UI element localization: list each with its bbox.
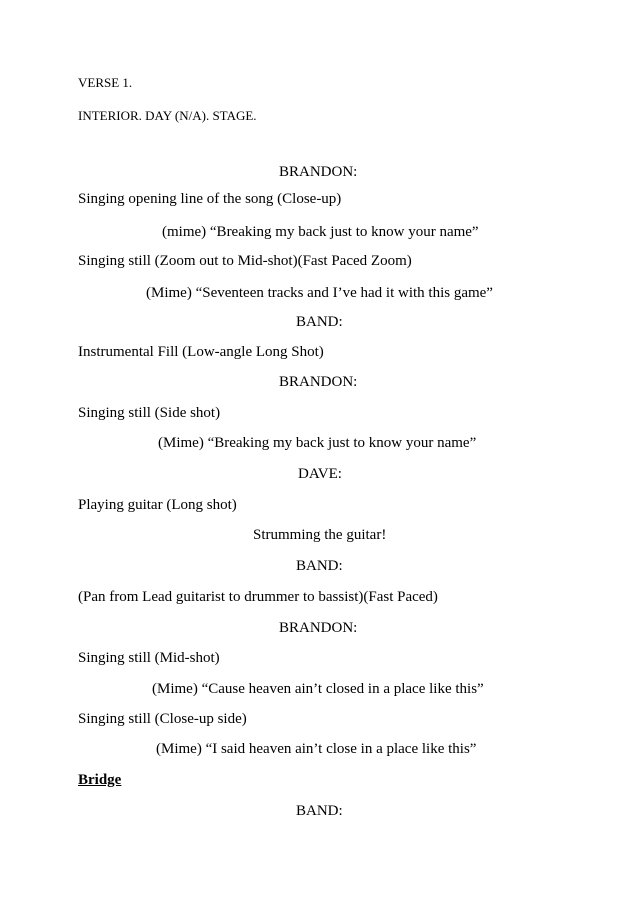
lyric-line: (Mime) “Cause heaven ain’t closed in a place like this” — [152, 681, 484, 697]
lyric-line: (Mime) “I said heaven ain’t close in a place like this” — [156, 741, 477, 757]
action-line: Singing still (Zoom out to Mid-shot)(Fast Paced Zoom) — [78, 253, 412, 269]
lyric-line: (Mime) “Seventeen tracks and I’ve had it with this game” — [146, 285, 493, 301]
section-heading-bridge: Bridge — [78, 772, 122, 788]
character-name-band: BAND: — [296, 558, 343, 574]
character-name-band: BAND: — [296, 803, 343, 819]
lyric-line: (mime) “Breaking my back just to know your name” — [162, 224, 479, 240]
action-line: Playing guitar (Long shot) — [78, 497, 237, 513]
action-line: Singing still (Mid-shot) — [78, 650, 220, 666]
character-name-brandon: BRANDON: — [279, 374, 358, 390]
character-name-brandon: BRANDON: — [279, 164, 358, 180]
scene-heading: INTERIOR. DAY (N/A). STAGE. — [78, 108, 257, 123]
character-name-dave: DAVE: — [298, 466, 342, 482]
action-line: Instrumental Fill (Low-angle Long Shot) — [78, 344, 324, 360]
action-line: (Pan from Lead guitarist to drummer to bassist)(Fast Paced) — [78, 589, 438, 605]
lyric-line: Strumming the guitar! — [253, 527, 387, 543]
lyric-line: (Mime) “Breaking my back just to know your name” — [158, 435, 477, 451]
action-line: Singing still (Side shot) — [78, 405, 221, 421]
action-line: Singing still (Close-up side) — [78, 711, 247, 727]
action-line: Singing opening line of the song (Close-up) — [78, 191, 342, 207]
character-name-band: BAND: — [296, 314, 343, 330]
character-name-brandon: BRANDON: — [279, 620, 358, 636]
verse-heading: VERSE 1. — [78, 75, 133, 90]
